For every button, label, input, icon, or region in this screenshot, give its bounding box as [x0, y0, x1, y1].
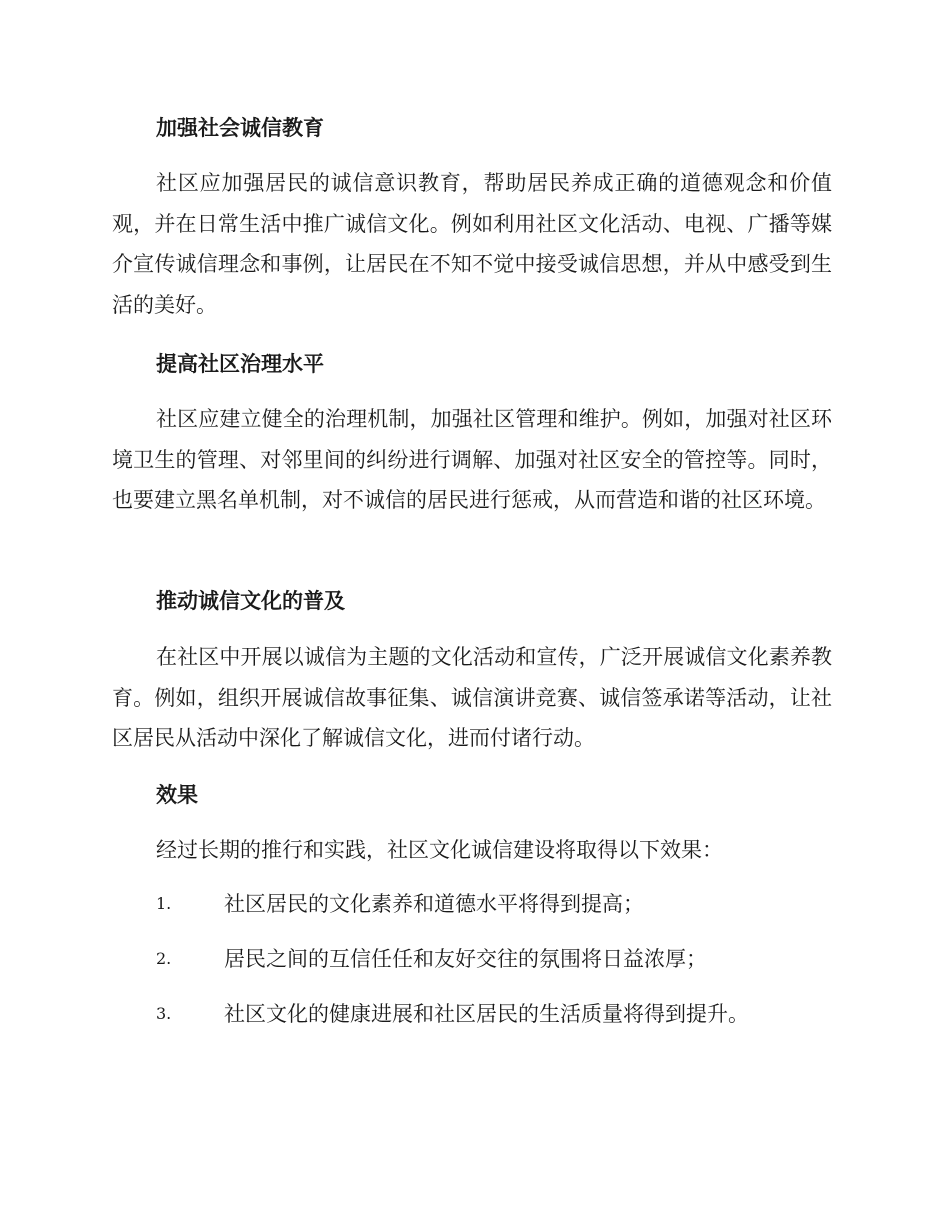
list-number: 3.	[156, 1004, 172, 1023]
section-paragraph: 社区应建立健全的治理机制，加强社区管理和维护。例如，加强对社区环境卫生的管理、对邻里间的纠纷进行调解、加强对社区安全的管控等。同时，也要建立黑名单机制，对不诚信的居民进行惩戒，从而营造和谐的社区环境。	[112, 407, 832, 512]
list-number: 1.	[156, 894, 172, 913]
section-heading: 加强社会诚信教育	[156, 116, 324, 140]
list-text: 社区居民的文化素养和道德水平将得到提高；	[224, 892, 644, 916]
list-text: 社区文化的健康进展和社区居民的生活质量将得到提升。	[224, 1002, 749, 1026]
section-heading: 推动诚信文化的普及	[156, 589, 345, 613]
list-number: 2.	[156, 949, 172, 968]
list-text: 居民之间的互信任任和友好交往的氛围将日益浓厚；	[224, 947, 707, 971]
effects-intro: 经过长期的推行和实践，社区文化诚信建设将取得以下效果：	[156, 838, 723, 862]
section-paragraph: 在社区中开展以诚信为主题的文化活动和宣传，广泛开展诚信文化素养教育。例如，组织开展诚信故事征集、诚信演讲竞赛、诚信签承诺等活动，让社区居民从活动中深化了解诚信文化，进而付诸行动。	[112, 645, 832, 750]
section-paragraph: 社区应加强居民的诚信意识教育，帮助居民养成正确的道德观念和价值观，并在日常生活中推广诚信文化。例如利用社区文化活动、电视、广播等媒介宣传诚信理念和事例，让居民在不知不觉中接受诚信思想，并从中感受到生活的美好。	[112, 171, 832, 317]
effects-heading: 效果	[156, 783, 198, 807]
section-heading: 提高社区治理水平	[156, 352, 324, 376]
